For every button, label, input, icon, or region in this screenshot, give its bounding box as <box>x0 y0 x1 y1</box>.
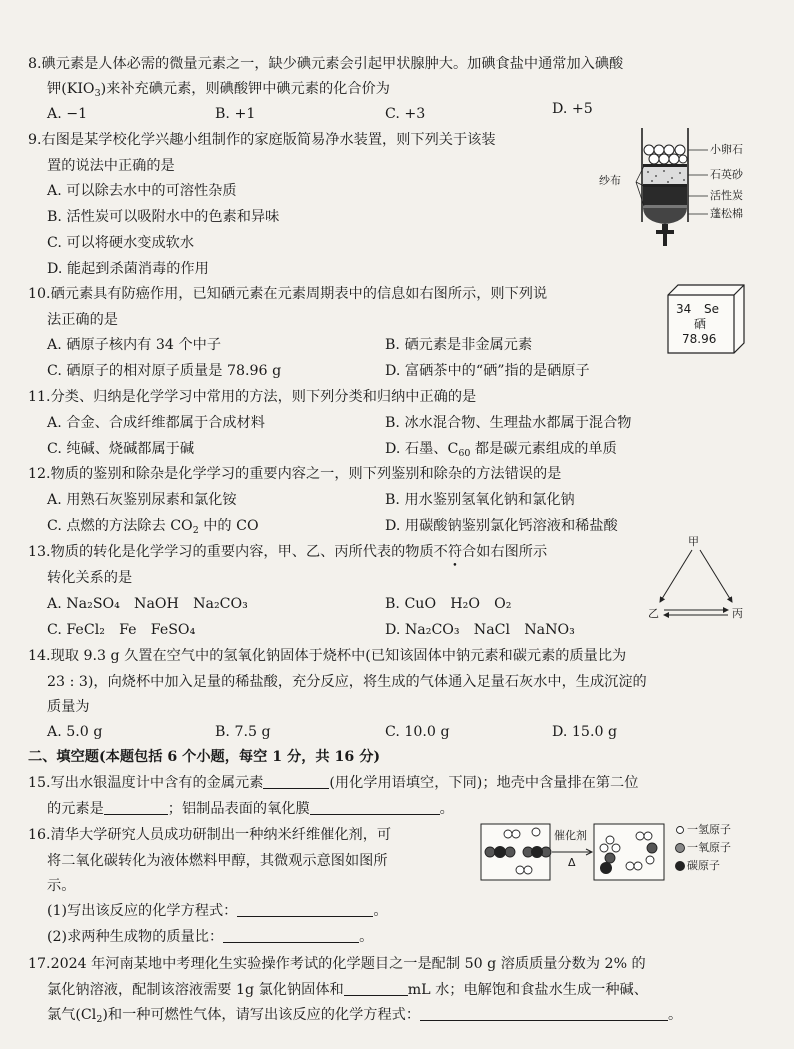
label-activated-carbon: 活性炭 <box>710 189 743 202</box>
q9-option-d: D. 能起到杀菌消毒的作用 <box>47 261 209 277</box>
q17-stem-line2: 氯化钠溶液，配制该溶液需要 1g 氯化钠固体和 mL 水；电解饱和食盐水生成一种碱、 <box>47 982 648 998</box>
q17-stem-line1: 17.2024 年河南某地中考理化生实验操作考试的化学题目之一是配制 50 g 溶质质量分数为 2% 的 <box>28 956 646 972</box>
q13-option-c: C. FeCl₂ Fe FeSO₄ <box>47 622 196 638</box>
conversion-diagram <box>648 532 748 624</box>
q11-option-c: C. 纯碱、烧碱都属于碱 <box>47 441 195 457</box>
q8-option-b: B. +1 <box>215 106 256 122</box>
legend-hydrogen: 一氢原子 <box>687 823 731 836</box>
q14-stem-line2: 23 : 3)，向烧杯中加入足量的稀盐酸，充分反应，将生成的气体通入足量石灰水中，生成沉淀的 <box>47 674 647 690</box>
q14-option-d: D. 15.0 g <box>552 724 618 740</box>
water-filter-figure <box>596 126 786 254</box>
q10-option-d: D. 富硒茶中的“硒”指的是硒原子 <box>385 363 590 379</box>
q17-stem-line3: 氯气$(Cl_2)$和一种可燃性气体，请写出该反应的化学方程式： 。 <box>47 1007 683 1025</box>
node-bing: 丙 <box>732 607 743 620</box>
legend-oxygen: 一氧原子 <box>687 841 731 854</box>
q10-stem-line2: 法正确的是 <box>47 312 118 328</box>
node-yi: 乙 <box>648 607 659 620</box>
q14-option-c: C. 10.0 g <box>385 724 450 740</box>
q10-option-c: C. 硒原子的相对原子质量是 78.96 g <box>47 363 282 379</box>
q15-blank-1[interactable] <box>263 774 329 789</box>
q9-option-c: C. 可以将硬水变成软水 <box>47 235 195 251</box>
q12-option-c: C. 点燃的方法除去 $CO_2$ 中的 CO <box>47 518 259 536</box>
label-pebbles: 小卵石 <box>710 143 743 156</box>
q15-line1: 15.写出水银温度计中含有的金属元素 (用化学用语填空，下同)；地壳中含量排在第二位 <box>28 775 639 791</box>
node-jia: 甲 <box>688 535 699 548</box>
microscopic-diagram <box>480 820 780 884</box>
q14-option-a: A. 5.0 g <box>47 724 103 740</box>
q17-blank-2[interactable] <box>420 1006 668 1021</box>
q9-stem-line2: 置的说法中正确的是 <box>47 158 175 174</box>
q14-stem-line1: 14.现取 9.3 g 久置在空气中的氢氧化钠固体于烧杯中(已知该固体中钠元素和碳元素的质量比为 <box>28 648 627 664</box>
q15-blank-3[interactable] <box>310 800 440 815</box>
q13-option-a: A. Na₂SO₄ NaOH Na₂CO₃ <box>47 596 248 612</box>
q17-blank-1[interactable] <box>344 981 408 996</box>
label-cotton: 蓬松棉 <box>710 207 743 220</box>
element-symbol: Se <box>704 302 719 316</box>
q13-stem-line1: 13.物质的转化是化学学习的重要内容，甲、乙、丙所代表的物质不符合如右图所示 <box>28 544 548 560</box>
q12-option-b: B. 用水鉴别氢氧化钠和氯化钠 <box>385 492 575 508</box>
q16-stem-line2: 将二氧化碳转化为液体燃料甲醇，其微观示意图如图所 <box>47 853 388 869</box>
label-quartz-sand: 石英砂 <box>710 168 743 181</box>
q13-option-b: B. CuO H₂O O₂ <box>385 596 512 612</box>
q11-option-a: A. 合金、合成纤维都属于合成材料 <box>47 415 265 431</box>
q8-option-a: A. −1 <box>47 106 88 122</box>
element-name: 硒 <box>694 317 707 331</box>
q10-stem-line1: 10.硒元素具有防癌作用，已知硒元素在元素周期表中的信息如右图所示，则下列说 <box>28 286 548 302</box>
q15-blank-2[interactable] <box>104 800 168 815</box>
q10-option-a: A. 硒原子核内有 34 个中子 <box>47 337 222 353</box>
q8-stem-line2: 钾$(KIO_3)$来补充碘元素，则碘酸钾中碘元素的化合价为 <box>47 81 390 99</box>
q13-stem-line2: 转化关系的是 <box>47 570 133 586</box>
label-gauze: 纱布 <box>599 174 621 187</box>
q11-option-d: D. 石墨、$C_{60}$ 都是碳元素组成的单质 <box>385 441 617 459</box>
q13-option-d: D. Na₂CO₃ NaCl NaNO₃ <box>385 622 575 638</box>
q14-stem-line3: 质量为 <box>47 699 90 715</box>
heat-label: Δ <box>568 856 576 869</box>
emphasis-not-conform: 不符合 <box>433 544 477 560</box>
q16-blank-2[interactable] <box>223 928 359 943</box>
q12-option-a: A. 用熟石灰鉴别尿素和氯化铵 <box>47 492 237 508</box>
q16-blank-1[interactable] <box>237 902 373 917</box>
q10-option-b: B. 硒元素是非金属元素 <box>385 337 533 353</box>
q14-option-b: B. 7.5 g <box>215 724 271 740</box>
q9-option-b: B. 活性炭可以吸附水中的色素和异味 <box>47 209 280 225</box>
element-card-se <box>666 283 746 355</box>
q8-option-d: D. +5 <box>552 101 593 117</box>
section-fill-in-title: 二、填空题(本题包括 6 个小题，每空 1 分，共 16 分) <box>28 749 381 765</box>
q11-option-b: B. 冰水混合物、生理盐水都属于混合物 <box>385 415 632 431</box>
q9-stem-line1: 9.右图是某学校化学兴趣小组制作的家庭版简易净水装置，则下列关于该装 <box>28 132 496 148</box>
q15-line2: 的元素是 ；铝制品表面的氧化膜 。 <box>47 801 454 817</box>
q16-sub2: (2)求两种生成物的质量比： 。 <box>47 929 374 945</box>
q9-option-a: A. 可以除去水中的可溶性杂质 <box>47 183 237 199</box>
catalyst-label: 催化剂 <box>554 829 587 842</box>
q8-stem-line1: 8.碘元素是人体必需的微量元素之一，缺少碘元素会引起甲状腺肿大。加碘食盐中通常加入碘酸 <box>28 56 624 72</box>
element-mass: 78.96 <box>682 332 717 346</box>
q16-stem-line1: 16.清华大学研究人员成功研制出一种纳米纤维催化剂，可 <box>28 827 392 843</box>
legend-carbon: 碳原子 <box>687 859 720 872</box>
q16-stem-line3: 示。 <box>47 878 76 894</box>
q16-sub1: (1)写出该反应的化学方程式： 。 <box>47 903 388 919</box>
water-filter-diagram <box>596 126 786 254</box>
q12-stem: 12.物质的鉴别和除杂是化学学习的重要内容之一，则下列鉴别和除杂的方法错误的是 <box>28 466 562 482</box>
element-number: 34 <box>676 302 692 316</box>
q12-option-d: D. 用碳酸钠鉴别氯化钙溶液和稀盐酸 <box>385 518 618 534</box>
q11-stem: 11.分类、归纳是化学学习中常用的方法，则下列分类和归纳中正确的是 <box>28 389 477 405</box>
q8-option-c: C. +3 <box>385 106 426 122</box>
